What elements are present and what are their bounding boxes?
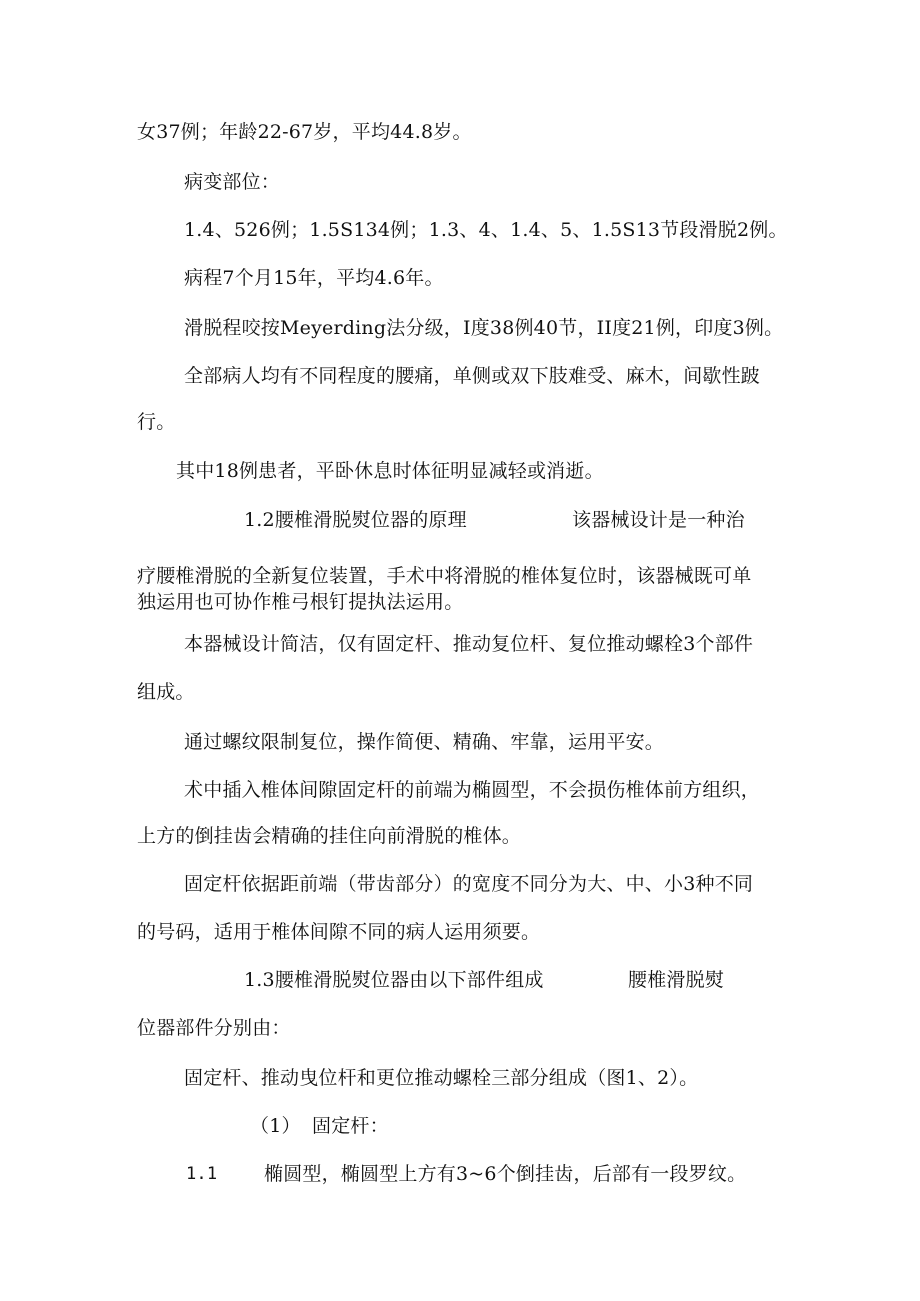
- text-line-18: 固定杆依据距前端（带齿部分）的宽度不同分为大、中、小3种不同: [184, 873, 754, 895]
- text-line-19: 的号码，适用于椎体间隙不同的病人运用须要。: [137, 921, 541, 943]
- item-number: 1.1: [186, 1164, 218, 1184]
- text-line-25: 固定杆：: [312, 1115, 389, 1137]
- list-marker-1: （1）: [250, 1115, 301, 1137]
- text-line-13: 本器械设计简洁，仅有固定杆、推动复位杆、复位推动螺栓3个部件: [184, 633, 754, 655]
- text-line-8: 其中18例患者，平卧休息时体征明显减轻或消逝。: [176, 460, 604, 482]
- text-line-22: 位器部件分别由：: [137, 1017, 291, 1039]
- text-line-5: 滑脱程咬按Meyerding法分级，I度38例40节，II度21例，印度3例。: [184, 317, 784, 339]
- text-line-11: 疗腰椎滑脱的全新复位装置，手术中将滑脱的椎体复位时，该器械既可单: [137, 565, 752, 587]
- text-line-6: 全部病人均有不同程度的腰痛，单侧或双下肢难受、麻木，间歇性跛: [184, 365, 761, 387]
- section-heading-1-2: 1.2腰椎滑脱熨位器的原理: [244, 509, 467, 531]
- text-line-3: 1.4、526例；1.5S134例；1.3、4、1.4、5、1.5S13节段滑脱2例。: [184, 219, 788, 241]
- text-line-4: 病程7个月15年，平均4.6年。: [184, 267, 444, 289]
- text-line-15: 通过螺纹限制复位，操作简便、精确、牢靠，运用平安。: [184, 731, 665, 753]
- text-line-23: 固定杆、推动曳位杆和更位推动螺栓三部分组成（图1、2）。: [184, 1067, 699, 1089]
- text-line-27: 椭圆型，椭圆型上方有3~6个倒挂齿，后部有一段罗纹。: [264, 1163, 747, 1185]
- text-line-14: 组成。: [137, 681, 195, 703]
- text-line-16: 术中插入椎体间隙固定杆的前端为椭圆型，不会损伤椎体前方组织，: [184, 779, 761, 801]
- text-line-17: 上方的倒挂齿会精确的挂住向前滑脱的椎体。: [137, 825, 522, 847]
- text-line-2: 病变部位：: [184, 171, 281, 193]
- text-line-21: 腰椎滑脱熨: [628, 969, 725, 991]
- text-line-10: 该器械设计是一种治: [572, 509, 745, 531]
- text-line-7: 行。: [137, 411, 176, 433]
- text-line-1: 女37例；年龄22-67岁，平均44.8岁。: [137, 121, 472, 143]
- text-line-12: 独运用也可协作椎弓根钉提执法运用。: [137, 591, 464, 613]
- section-heading-1-3: 1.3腰椎滑脱熨位器由以下部件组成: [244, 969, 544, 991]
